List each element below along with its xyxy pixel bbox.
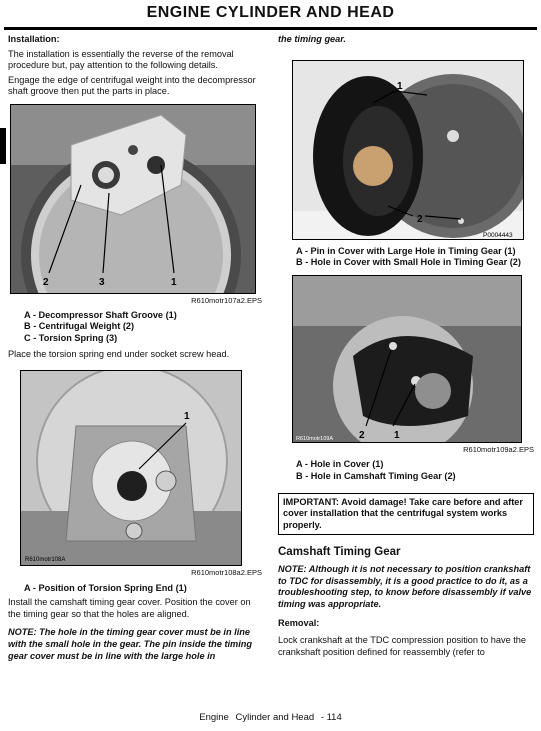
callout-2: 2 (43, 276, 49, 288)
camshaft-heading: Camshaft Timing Gear (278, 546, 401, 559)
legend-photo-4 (296, 459, 534, 482)
installation-heading: Installation: (8, 34, 60, 44)
photo-centrifugal-weight-drawing (11, 105, 256, 294)
photo-torsion-spring-drawing (21, 371, 242, 566)
paragraph-engage: Engage the edge of centrifugal weight into the decompressor shaft groove then put the parts in place. (8, 74, 256, 97)
important-notice: IMPORTANT: Avoid damage! Take care before and after cover installation that the centrifugal system works properly. (278, 493, 534, 536)
legend-item-b: B - Centrifugal Weight (2) (24, 321, 135, 332)
paragraph-installation: The installation is essentially the reverse of the removal procedure but, pay attention to the following details. (8, 48, 234, 71)
legend-photo-3 (296, 246, 534, 269)
inner-photo-label: R610motr109A (296, 435, 333, 442)
paragraph-removal: Lock crankshaft at the TDC compression position to have the crankshaft position defined for reassembly (refer to (278, 634, 527, 657)
callout-1: 1 (171, 276, 177, 288)
callout-1: 1 (397, 80, 403, 92)
note-hole-alignment: NOTE: The hole in the timing gear cover must be in line with the small hole in the gear. The pin inside the timing gear cover must be in line with the large hole in (8, 627, 253, 661)
inner-photo-label: R610motr108A (25, 556, 66, 563)
note-tdc: NOTE: Although it is not necessary to position crankshaft to TDC for disassembly, it is a good practice to do it, as a troubleshooting step, to know before disassembly if valve timing was appropriate. (278, 563, 532, 609)
callout-1: 1 (394, 429, 400, 441)
footer-section: Engine (199, 712, 229, 723)
photo-timing-gear-cover-drawing (293, 61, 524, 240)
photo-cover-holes (292, 275, 522, 443)
left-column (8, 34, 262, 662)
page-footer (0, 712, 541, 723)
removal-heading: Removal: (278, 618, 320, 629)
callout-3: 3 (99, 276, 105, 288)
photo-timing-gear-cover (292, 60, 524, 240)
footer-page-number: - 114 (320, 712, 342, 723)
photo-cover-holes-drawing (293, 276, 522, 443)
paragraph-torsion-spring: Place the torsion spring end under socket screw head. (8, 349, 230, 360)
eps-caption-4: R610motr109a2.EPS (463, 444, 534, 454)
right-column (278, 34, 534, 658)
legend-photo-2 (24, 583, 262, 595)
callout-1: 1 (184, 410, 190, 422)
photo-torsion-spring (20, 370, 242, 566)
legend-photo-1 (24, 310, 262, 345)
legend-item-a: A - Decompressor Shaft Groove (1) (24, 309, 177, 320)
note-continuation: the timing gear. (278, 34, 346, 44)
legend-item-a: A - Pin in Cover with Large Hole in Timing Gear (1) (296, 245, 516, 256)
photo-centrifugal-weight (10, 104, 256, 294)
callout-2: 2 (359, 429, 365, 441)
legend-item-a: A - Hole in Cover (1) (296, 459, 384, 470)
legend-item-c: C - Torsion Spring (3) (24, 332, 118, 343)
page-title: ENGINE CYLINDER AND HEAD (146, 4, 395, 21)
legend-item-b: B - Hole in Camshaft Timing Gear (2) (296, 470, 456, 481)
legend-item-b: B - Hole in Cover with Small Hole in Timing Gear (2) (296, 257, 521, 268)
legend-item-a: A - Position of Torsion Spring End (1) (24, 582, 187, 593)
footer-subsection: Cylinder and Head (235, 712, 315, 723)
photo-id-label: P0004443 (483, 231, 513, 239)
section-tab-marker (0, 128, 6, 164)
eps-caption-1: R610motr107a2.EPS (191, 295, 262, 305)
header-rule (4, 27, 537, 30)
callout-2: 2 (417, 213, 423, 225)
paragraph-install-cover: Install the camshaft timing gear cover. Position the cover on the timing gear so that the holes are aligned. (8, 597, 251, 619)
eps-caption-2: R610motr108a2.EPS (191, 567, 262, 577)
